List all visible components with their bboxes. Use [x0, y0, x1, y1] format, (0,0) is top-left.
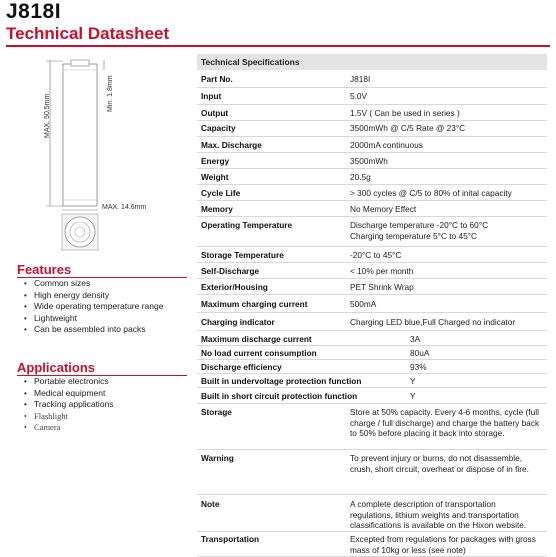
spec-value: 3500mWh	[350, 156, 388, 166]
list-item: • Common sizes	[14, 278, 163, 290]
list-item: • Portable electronics	[14, 376, 114, 388]
spec-value: A complete description of transportation regulations, lithium weights and transportation classifications is available on the Hixon website.	[350, 499, 527, 530]
applications-list	[14, 376, 114, 434]
table-row	[197, 404, 547, 450]
list-item: • High energy density	[14, 290, 163, 302]
table-row	[197, 169, 547, 185]
spec-label: Transportation	[201, 534, 260, 544]
table-row	[197, 532, 547, 557]
spec-value: 20.5g	[350, 172, 371, 182]
spec-label: Built in short circuit protection function	[201, 391, 358, 401]
spec-label: Energy	[201, 156, 230, 166]
spec-value: Y	[410, 391, 416, 401]
spec-value: Y	[410, 376, 416, 386]
table-row	[197, 295, 547, 313]
spec-value: Discharge temperature -20°C to 60°C	[350, 220, 489, 230]
spec-value: 3A	[410, 334, 421, 344]
applications-heading: Applications	[17, 360, 96, 375]
list-item: • Can be assembled into packs	[14, 324, 163, 336]
spec-label: Max. Discharge	[201, 140, 262, 150]
spec-value: < 10% per month	[350, 266, 414, 276]
spec-label: Input	[201, 91, 222, 101]
spec-value: PET Shrink Wrap	[350, 282, 414, 292]
spec-label: Output	[201, 108, 229, 118]
table-row	[197, 313, 547, 331]
spec-table-header: Technical Specifications	[197, 54, 547, 70]
table-row	[197, 121, 547, 137]
table-row	[197, 360, 547, 374]
spec-label: Self-Discharge	[201, 266, 260, 276]
spec-value: Excepted from regulations for packages with gross mass of 10kg or less (see note)	[350, 534, 536, 555]
features-heading: Features	[17, 262, 72, 277]
spec-label: Built in undervoltage protection function	[201, 376, 362, 386]
part-number-title: J818I	[6, 0, 62, 23]
spec-value: 93%	[410, 362, 427, 372]
spec-value: Charging LED blue,Full Charged no indicator	[350, 317, 516, 327]
table-row	[197, 201, 547, 217]
table-row	[197, 137, 547, 153]
spec-label: Discharge efficiency	[201, 362, 282, 372]
spec-label: Exterior/Housing	[201, 282, 268, 292]
spec-label: Memory	[201, 204, 233, 214]
spec-value: 500mA	[350, 299, 377, 309]
spec-value: No Memory Effect	[350, 204, 417, 214]
table-row	[197, 185, 547, 201]
spec-value: 1.5V ( Can be used in series )	[350, 108, 460, 118]
spec-value: > 300 cycles @ C/5 to 80% of inital capacity	[350, 188, 512, 198]
spec-value: Store at 50% capacity. Every 4-6 months, cycle (full charge / full discharge) and charge the battery back to 50% before placing it back into storage.	[350, 407, 540, 438]
battery-side-view	[63, 60, 97, 206]
spec-label: Part No.	[201, 74, 233, 84]
list-item: • Camera	[14, 422, 114, 434]
table-row	[197, 495, 547, 532]
table-row	[197, 217, 547, 247]
spec-label: Maximum charging current	[201, 299, 308, 309]
spec-value: J818I	[350, 74, 371, 84]
spec-value: 5.0V	[350, 91, 368, 101]
list-item: • Tracking applications	[14, 399, 114, 411]
spec-label: Storage	[201, 407, 232, 417]
table-row	[197, 279, 547, 295]
table-row	[197, 374, 547, 388]
table-row	[197, 247, 547, 263]
spec-table	[197, 54, 547, 557]
length-dimension-label: MAX. 50.5mm	[44, 93, 51, 138]
table-row	[197, 331, 547, 346]
spec-label: Maximum discharge current	[201, 334, 312, 344]
table-row	[197, 70, 547, 88]
spec-label: Capacity	[201, 123, 236, 133]
table-row	[197, 105, 547, 121]
spec-label: Cycle Life	[201, 188, 241, 198]
diameter-dimension-label: MAX. 14.6mm	[102, 204, 147, 211]
tip-dimension-label: Min. 1.8mm	[107, 75, 114, 112]
spec-label: Storage Temperature	[201, 250, 284, 260]
spec-value: 80uA	[410, 348, 430, 358]
spec-label: Weight	[201, 172, 229, 182]
list-item: • Lightweight	[14, 313, 163, 325]
spec-label: Note	[201, 499, 220, 509]
table-row	[197, 88, 547, 105]
spec-value: 3500mWh @ C/5 Rate @ 23°C	[350, 123, 466, 133]
list-item: • Flashlight	[14, 411, 114, 423]
spec-value: 2000mA continuous	[350, 140, 423, 150]
battery-end-view	[62, 214, 98, 250]
table-row	[197, 346, 547, 360]
spec-value: -20°C to 45°C	[350, 250, 402, 260]
table-row	[197, 263, 547, 279]
spec-label: No load current consumption	[201, 348, 317, 358]
features-list	[14, 278, 163, 336]
spec-value-line2: Charging temperature 5°C to 45°C	[350, 231, 478, 241]
table-row	[197, 153, 547, 169]
table-row	[197, 450, 547, 495]
spec-label: Operating Temperature	[201, 220, 293, 230]
list-item: • Wide operating temperature range	[14, 301, 163, 313]
spec-label: Warning	[201, 453, 234, 463]
list-item: • Medical equipment	[14, 388, 114, 400]
spec-value: To prevent injury or burns, do not disassemble, crush, short circuit, overheat or dispose of in fire.	[350, 453, 529, 474]
spec-label: Charging indicator	[201, 317, 275, 327]
document-subtitle: Technical Datasheet	[6, 24, 170, 43]
header-divider	[6, 45, 550, 47]
table-row	[197, 388, 547, 404]
